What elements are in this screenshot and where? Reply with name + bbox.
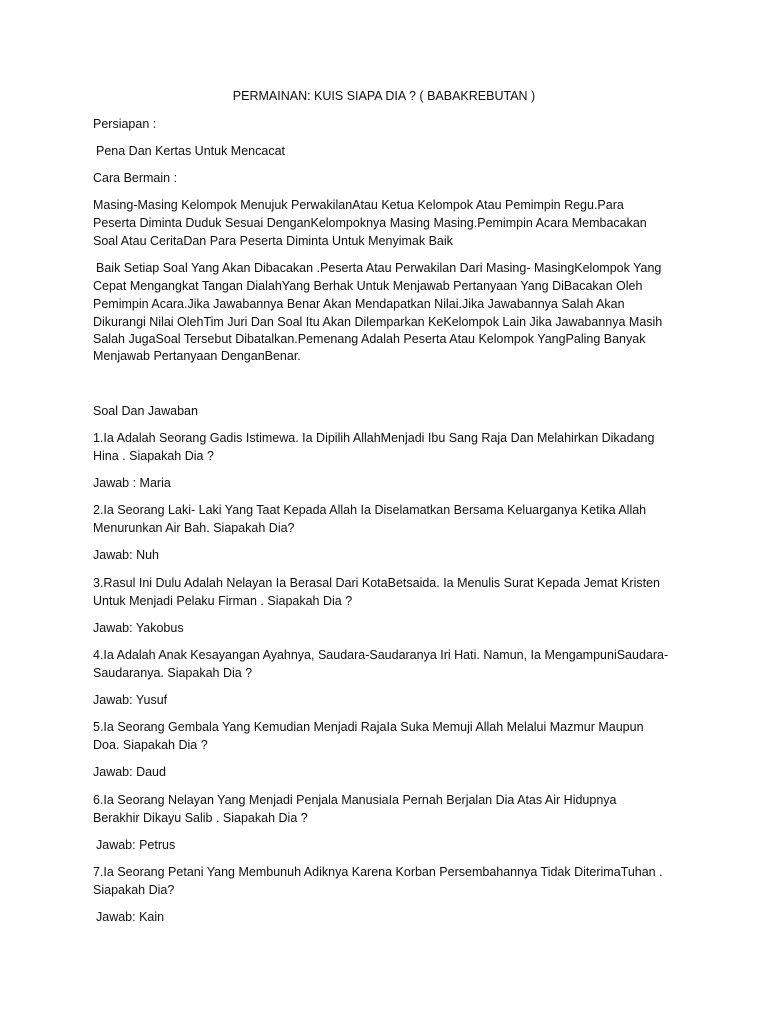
document-title: PERMAINAN: KUIS SIAPA DIA ? ( BABAKREBUTAN ) xyxy=(232,89,536,103)
answer-line: Jawab: Yakobus xyxy=(93,621,184,635)
question-line: Menurunkan Air Bah. Siapakah Dia? xyxy=(93,521,295,535)
question-line: 6.Ia Seorang Nelayan Yang Menjadi Penjala ManusiaIa Pernah Berjalan Dia Atas Air Hidupnya xyxy=(93,793,617,807)
cara-para1-line: Peserta Diminta Duduk Sesuai DenganKelompoknya Masing Masing.Pemimpin Acara Membacakan xyxy=(93,216,647,230)
cara-para2-line: Baik Setiap Soal Yang Akan Dibacakan .Peserta Atau Perwakilan Dari Masing- MasingKelompok Yang xyxy=(96,261,662,275)
cara-para2-line: Salah JugaSoal Tersebut Dibatalkan.Pemenang Adalah Peserta Atau Kelompok YangPaling Banyak xyxy=(93,332,646,346)
question-line: 7.Ia Seorang Petani Yang Membunuh Adiknya Karena Korban Persembahannya Tidak DiterimaTuhan . xyxy=(93,865,663,879)
question-line: Hina . Siapakah Dia ? xyxy=(93,449,214,463)
answer-line: Jawab: Yusuf xyxy=(93,693,168,707)
question-line: Siapakah Dia? xyxy=(93,883,175,897)
question-line: Doa. Siapakah Dia ? xyxy=(93,738,208,752)
question-line: Untuk Menjadi Pelaku Firman . Siapakah Dia ? xyxy=(93,594,353,608)
question-line: Berakhir Dikayu Salib . Siapakah Dia ? xyxy=(93,811,308,825)
cara-para2-line: Menjawab Pertanyaan DenganBenar. xyxy=(93,349,301,363)
cara-para2-line: Cepat Mengangkat Tangan DialahYang Berhak Untuk Menjawab Pertanyaan Yang DiBacakan Oleh xyxy=(93,279,643,293)
answer-line: Jawab: Daud xyxy=(93,765,166,779)
cara-para1-line: Soal Atau CeritaDan Para Peserta Diminta Untuk Menyimak Baik xyxy=(93,234,453,248)
persiapan-item: Pena Dan Kertas Untuk Mencacat xyxy=(96,144,285,158)
persiapan-heading: Persiapan : xyxy=(93,117,157,131)
answer-line: Jawab: Nuh xyxy=(93,548,160,562)
question-line: 4.Ia Adalah Anak Kesayangan Ayahnya, Saudara-Saudaranya Iri Hati. Namun, Ia MengampuniSaudara- xyxy=(93,648,669,662)
question-line: 2.Ia Seorang Laki- Laki Yang Taat Kepada Allah Ia Diselamatkan Bersama Keluarganya Ketika Allah xyxy=(93,503,647,517)
cara-para2-line: Pemimpin Acara.Jika Jawabannya Benar Akan Mendapatkan Nilai.Jika Jawabannya Salah Akan xyxy=(93,297,625,311)
question-line: Saudaranya. Siapakah Dia ? xyxy=(93,666,253,680)
answer-line: Jawab: Petrus xyxy=(96,838,176,852)
soal-heading: Soal Dan Jawaban xyxy=(93,404,198,418)
answer-line: Jawab: Kain xyxy=(96,910,165,924)
cara-para1-line: Masing-Masing Kelompok Menujuk PerwakilanAtau Ketua Kelompok Atau Pemimpin Regu.Para xyxy=(93,198,624,212)
question-line: 3.Rasul Ini Dulu Adalah Nelayan Ia Berasal Dari KotaBetsaida. Ia Menulis Surat Kepada Jemat Kristen xyxy=(93,576,660,590)
cara-para2-line: Dikurangi Nilai OlehTim Juri Dan Soal Itu Akan Dilemparkan KeKelompok Lain Jika Jawabannya Masih xyxy=(93,315,663,329)
question-line: 5.Ia Seorang Gembala Yang Kemudian Menjadi RajaIa Suka Memuji Allah Melalui Mazmur Maupun xyxy=(93,720,644,734)
cara-bermain-heading: Cara Bermain : xyxy=(93,171,178,185)
answer-line: Jawab : Maria xyxy=(93,476,171,490)
question-line: 1.Ia Adalah Seorang Gadis Istimewa. Ia Dipilih AllahMenjadi Ibu Sang Raja Dan Melahirkan Dikadang xyxy=(93,431,655,445)
